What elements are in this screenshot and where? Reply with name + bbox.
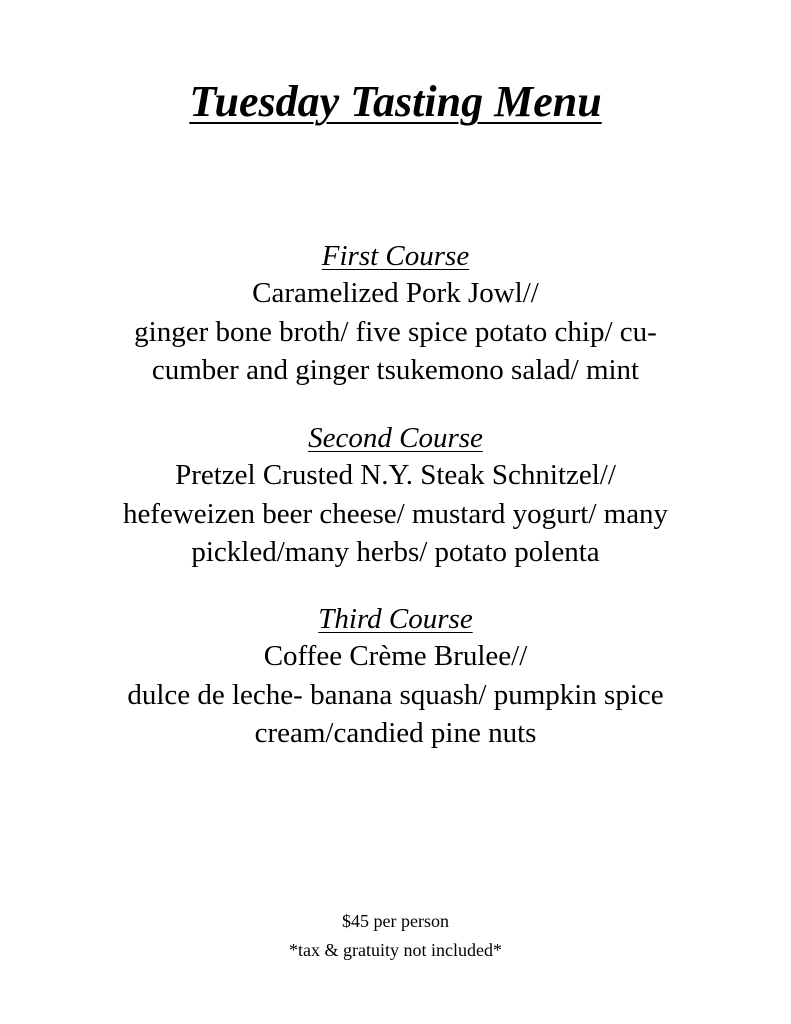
course-third bbox=[0, 601, 791, 753]
dish-name: Caramelized Pork Jowl// bbox=[252, 277, 539, 309]
dish-description-line: cream/candied pine nuts bbox=[254, 717, 537, 749]
course-first bbox=[0, 238, 791, 390]
dish-description-line: cumber and ginger tsukemono salad/ mint bbox=[151, 354, 640, 386]
course-second bbox=[0, 420, 791, 572]
price-text: $45 per person bbox=[342, 911, 449, 931]
dish-name: Coffee Crème Brulee// bbox=[263, 640, 528, 672]
dish-description-line: ginger bone broth/ five spice potato chip/ cu- bbox=[134, 315, 657, 348]
dish-description-line: hefeweizen beer cheese/ mustard yogurt/ many bbox=[122, 497, 669, 530]
course-heading: Third Course bbox=[318, 603, 473, 635]
course-heading: First Course bbox=[321, 240, 470, 272]
dish-description-line: dulce de leche- banana squash/ pumpkin spice bbox=[127, 678, 664, 711]
page-title: Tuesday Tasting Menu bbox=[189, 77, 602, 126]
pricing-footer bbox=[0, 907, 791, 965]
course-heading: Second Course bbox=[308, 422, 483, 454]
tax-note: *tax & gratuity not included* bbox=[289, 940, 502, 960]
dish-name: Pretzel Crusted N.Y. Steak Schnitzel// bbox=[175, 459, 616, 491]
dish-description-line: pickled/many herbs/ potato polenta bbox=[191, 536, 600, 568]
